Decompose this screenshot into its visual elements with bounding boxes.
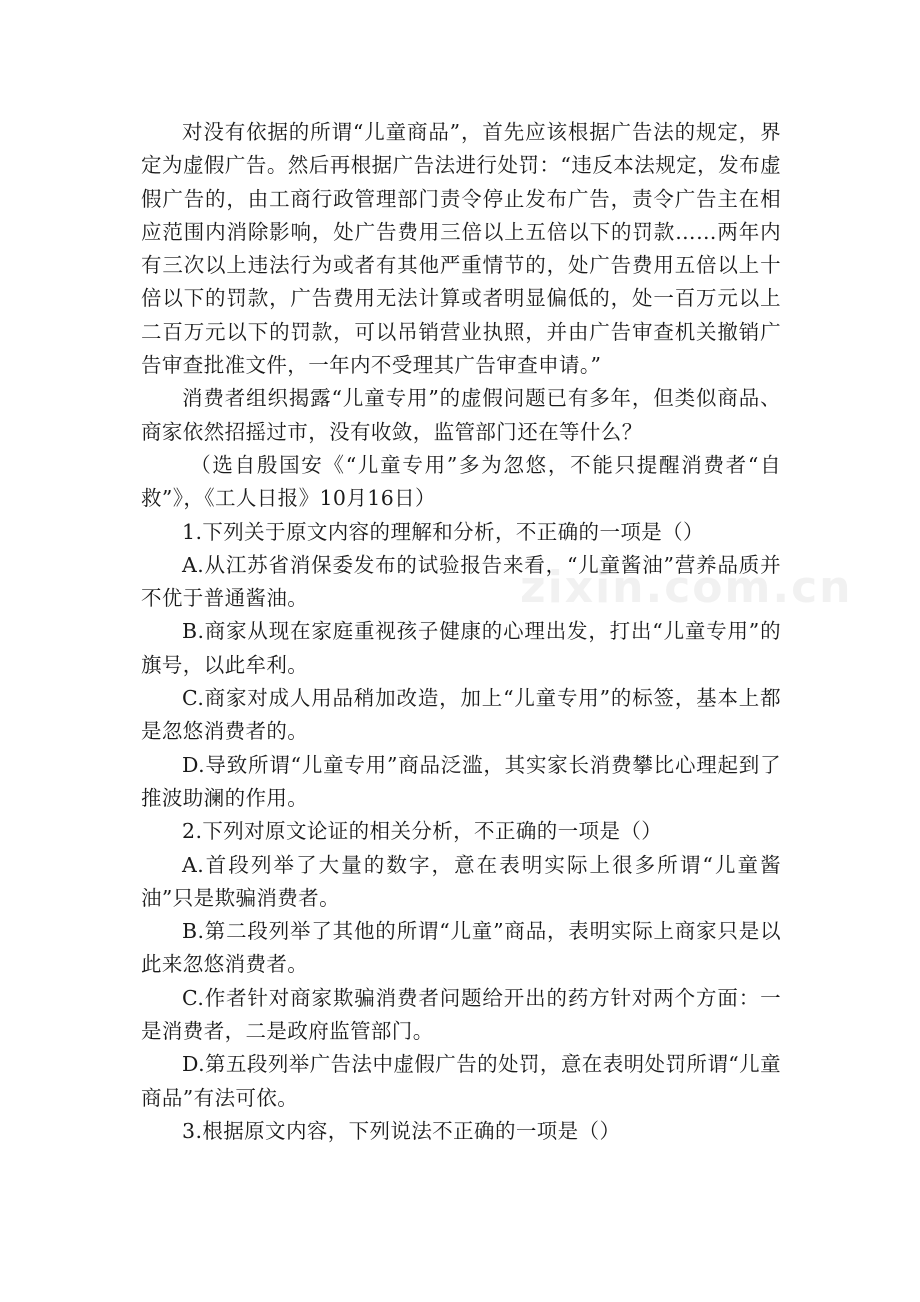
question-1-option-b: B.商家从现在家庭重视孩子健康的心理出发，打出“儿童专用”的旗号，以此牟利。 bbox=[141, 619, 781, 677]
paragraph-penalty-clause: 对没有依据的所谓“儿童商品”，首先应该根据广告法的规定，界定为虚假广告。然后再根据广告法进行处罚：“违反本法规定，发布虚假广告的，由工商行政管理部门责令停止发布广告，责令广告主在相应范围内消除影响，处广告费用三倍以上五倍以下的罚款……两年内有三次以上违法行为或者有其他严重情节的，处广告费用五倍以上十倍以下的罚款，广告费用无法计算或者明显偏低的，处一百万元以上二百万元以下的罚款，可以吊销营业执照，并由广告审查机关撤销广告审查批准文件，一年内不受理其广告审查申请。” bbox=[141, 120, 781, 378]
question-2: 2.下列对原文论证的相关分析，不正确的一项是（） bbox=[182, 819, 663, 844]
question-2-option-c: C.作者针对商家欺骗消费者问题给开出的药方针对两个方面：一是消费者，二是政府监管部门。 bbox=[141, 985, 781, 1044]
question-2-option-d: D.第五段列举广告法中虚假广告的处罚，意在表明处罚所谓“儿童商品”有法可依。 bbox=[141, 1052, 781, 1110]
question-1-option-c: C.商家对成人用品稍加改造，加上“儿童专用”的标签，基本上都是忽悠消费者的。 bbox=[141, 686, 781, 744]
question-2-option-b: B.第二段列举了其他的所谓“儿童”商品，表明实际上商家只是以此来忽悠消费者。 bbox=[141, 919, 781, 977]
question-1-option-d: D.导致所谓“儿童专用”商品泛滥，其实家长消费攀比心理起到了推波助澜的作用。 bbox=[141, 752, 781, 810]
source-citation: （选自殷国安《“儿童专用”多为忽悠，不能只提醒消费者“自救”》，《工人日报》10月16日） bbox=[141, 452, 781, 511]
question-1-option-a: A.从江苏省消保委发布的试验报告来看，“儿童酱油”营养品质并不优于普通酱油。 bbox=[141, 552, 781, 611]
watermark: zixin.com.cn bbox=[520, 562, 853, 613]
document-body bbox=[141, 116, 781, 1148]
question-2-option-a: A.首段列举了大量的数字，意在表明实际上很多所谓“儿童酱油”只是欺骗消费者。 bbox=[141, 852, 781, 910]
question-1: 1.下列关于原文内容的理解和分析，不正确的一项是（） bbox=[182, 519, 704, 544]
question-3: 3.根据原文内容，下列说法不正确的一项是（） bbox=[182, 1118, 621, 1143]
paragraph-conclusion: 消费者组织揭露“儿童专用”的虚假问题已有多年，但类似商品、商家依然招摇过市，没有收敛，监管部门还在等什么？ bbox=[141, 386, 781, 444]
